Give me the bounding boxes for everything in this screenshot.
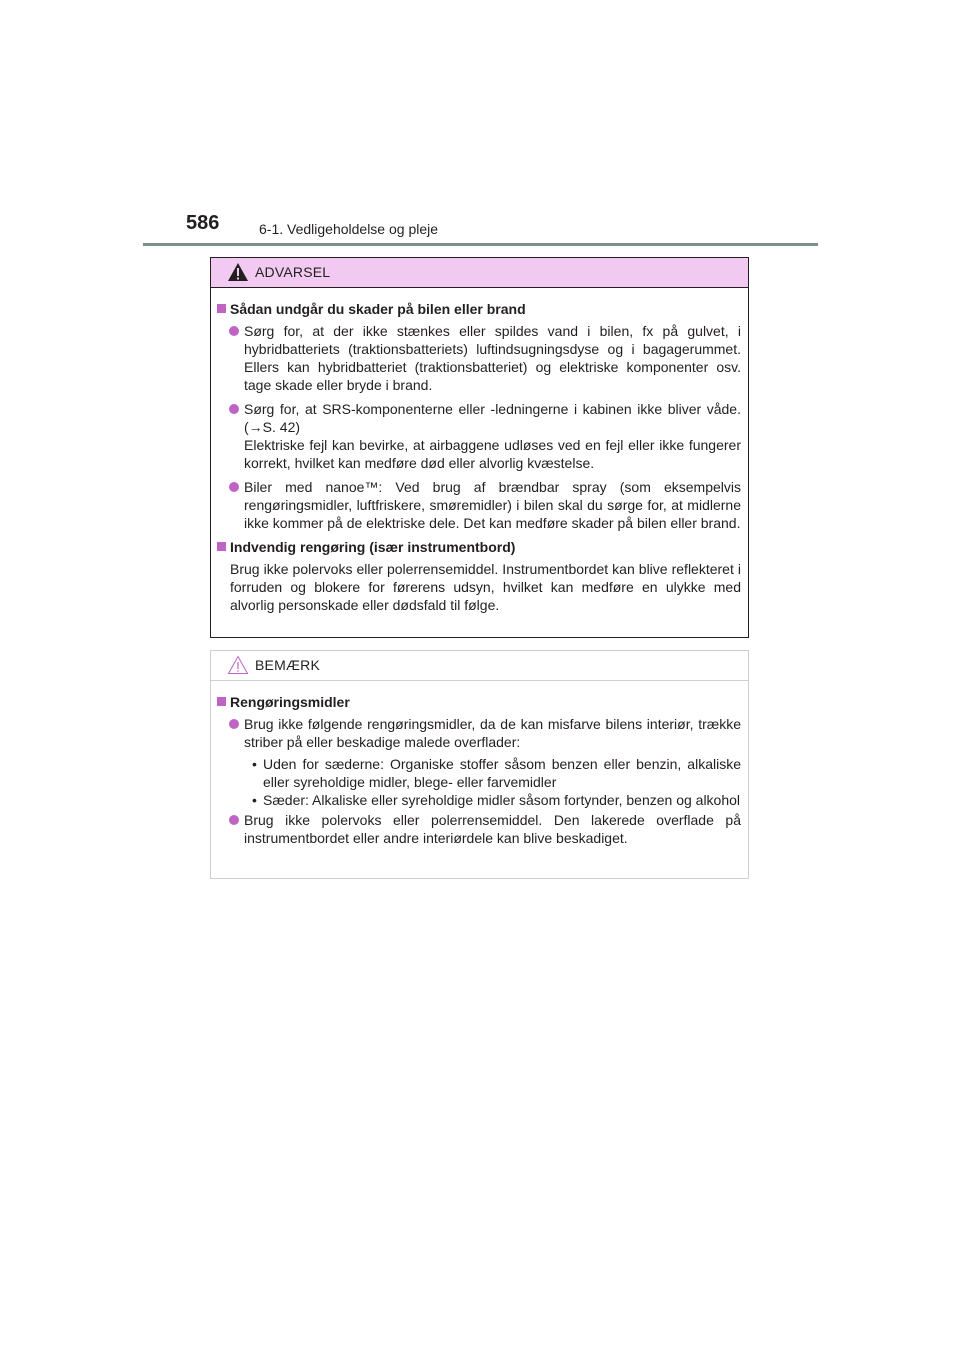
- list-item-text: Brug ikke følgende rengøringsmidler, da de kan misfarve bilens interiør, trække striber på eller beskadige malede overflader:: [244, 716, 741, 750]
- sub-list-item: [217, 791, 741, 809]
- square-bullet-icon: [217, 304, 226, 313]
- list-item: [217, 322, 741, 394]
- sub-list: [217, 755, 741, 809]
- round-bullet-icon: [229, 815, 239, 825]
- section-heading: [217, 693, 741, 711]
- sub-list-item-text: Uden for sæderne: Organiske stoffer såsom benzen eller benzin, alkaliske eller syreholdige midler, blege- eller farvemidler: [263, 756, 741, 790]
- warning-label: ADVARSEL: [255, 264, 331, 280]
- notice-box: [210, 650, 749, 879]
- square-bullet-icon: [217, 697, 226, 706]
- list-item: [217, 400, 741, 472]
- warning-body: [211, 288, 748, 614]
- sub-list-item-text: Sæder: Alkaliske eller syreholdige midler såsom fortynder, benzen og alkohol: [263, 792, 741, 808]
- page-number: 586: [186, 212, 220, 234]
- round-bullet-icon: [229, 719, 239, 729]
- section-heading-text: Indvendig rengøring (især instrumentbord): [230, 539, 516, 555]
- warning-box: [210, 257, 749, 638]
- sub-list-item: [217, 755, 741, 791]
- round-bullet-icon: [229, 404, 239, 414]
- list-item: [217, 715, 741, 751]
- section-title: 6-1. Vedligeholdelse og pleje: [259, 221, 439, 237]
- header-rule: [143, 243, 818, 246]
- list-item: [217, 478, 741, 532]
- notice-header: [211, 651, 748, 681]
- sub-bullet-mark: •: [252, 756, 257, 772]
- round-bullet-icon: [229, 326, 239, 336]
- list-item-text: Sørg for, at der ikke stænkes eller spildes vand i bilen, fx på gulvet, i hybridbatteriets (traktionsbatteriets) luftindsugningsdyse og i bagagerummet. Ellers kan hybridbatteriet (traktionsbatteriet) og elektriske komponenter osv. tage skade eller bryde i brand.: [244, 323, 741, 393]
- round-bullet-icon: [229, 482, 239, 492]
- section-heading-text: Sådan undgår du skader på bilen eller brand: [230, 301, 526, 317]
- square-bullet-icon: [217, 542, 226, 551]
- list-item-text: Brug ikke polervoks eller polerrensemiddel. Den lakerede overflade på instrumentbordet eller andre interiørdele kan blive beskadiget.: [244, 812, 741, 846]
- section-heading-text: Rengøringsmidler: [230, 694, 350, 710]
- section-heading: [217, 300, 741, 318]
- warning-triangle-outline-icon: [227, 655, 249, 675]
- section-paragraph: Brug ikke polervoks eller polerrensemiddel. Instrumentbordet kan blive reflekteret i forruden og blokere for førerens udsyn, hvilket kan medføre en ulykke med alvorlig personskade eller dødsfald til følge.: [230, 561, 741, 613]
- list-item-text: Sørg for, at SRS-komponenterne eller -ledningerne i kabinen ikke bliver våde. (→S. 42) Elektriske fejl kan bevirke, at airbaggene udløses ved en fejl eller ikke fungerer korrekt, hvilket kan medføre død eller alvorlig kvæstelse.: [244, 401, 741, 471]
- sub-bullet-mark: •: [252, 792, 257, 808]
- notice-label: BEMÆRK: [255, 657, 320, 673]
- notice-body: [211, 681, 748, 847]
- section-heading: [217, 538, 741, 556]
- warning-triangle-filled-icon: [227, 262, 249, 282]
- warning-header: [211, 258, 748, 288]
- list-item-text: Biler med nanoe™: Ved brug af brændbar spray (som eksempelvis rengøringsmidler, luftfriskere, smøremidler) i bilen skal du sørge for, at midlerne ikke kommer på de elektriske dele. Det kan medføre skader på bilen eller brand.: [244, 479, 741, 531]
- list-item: [217, 811, 741, 847]
